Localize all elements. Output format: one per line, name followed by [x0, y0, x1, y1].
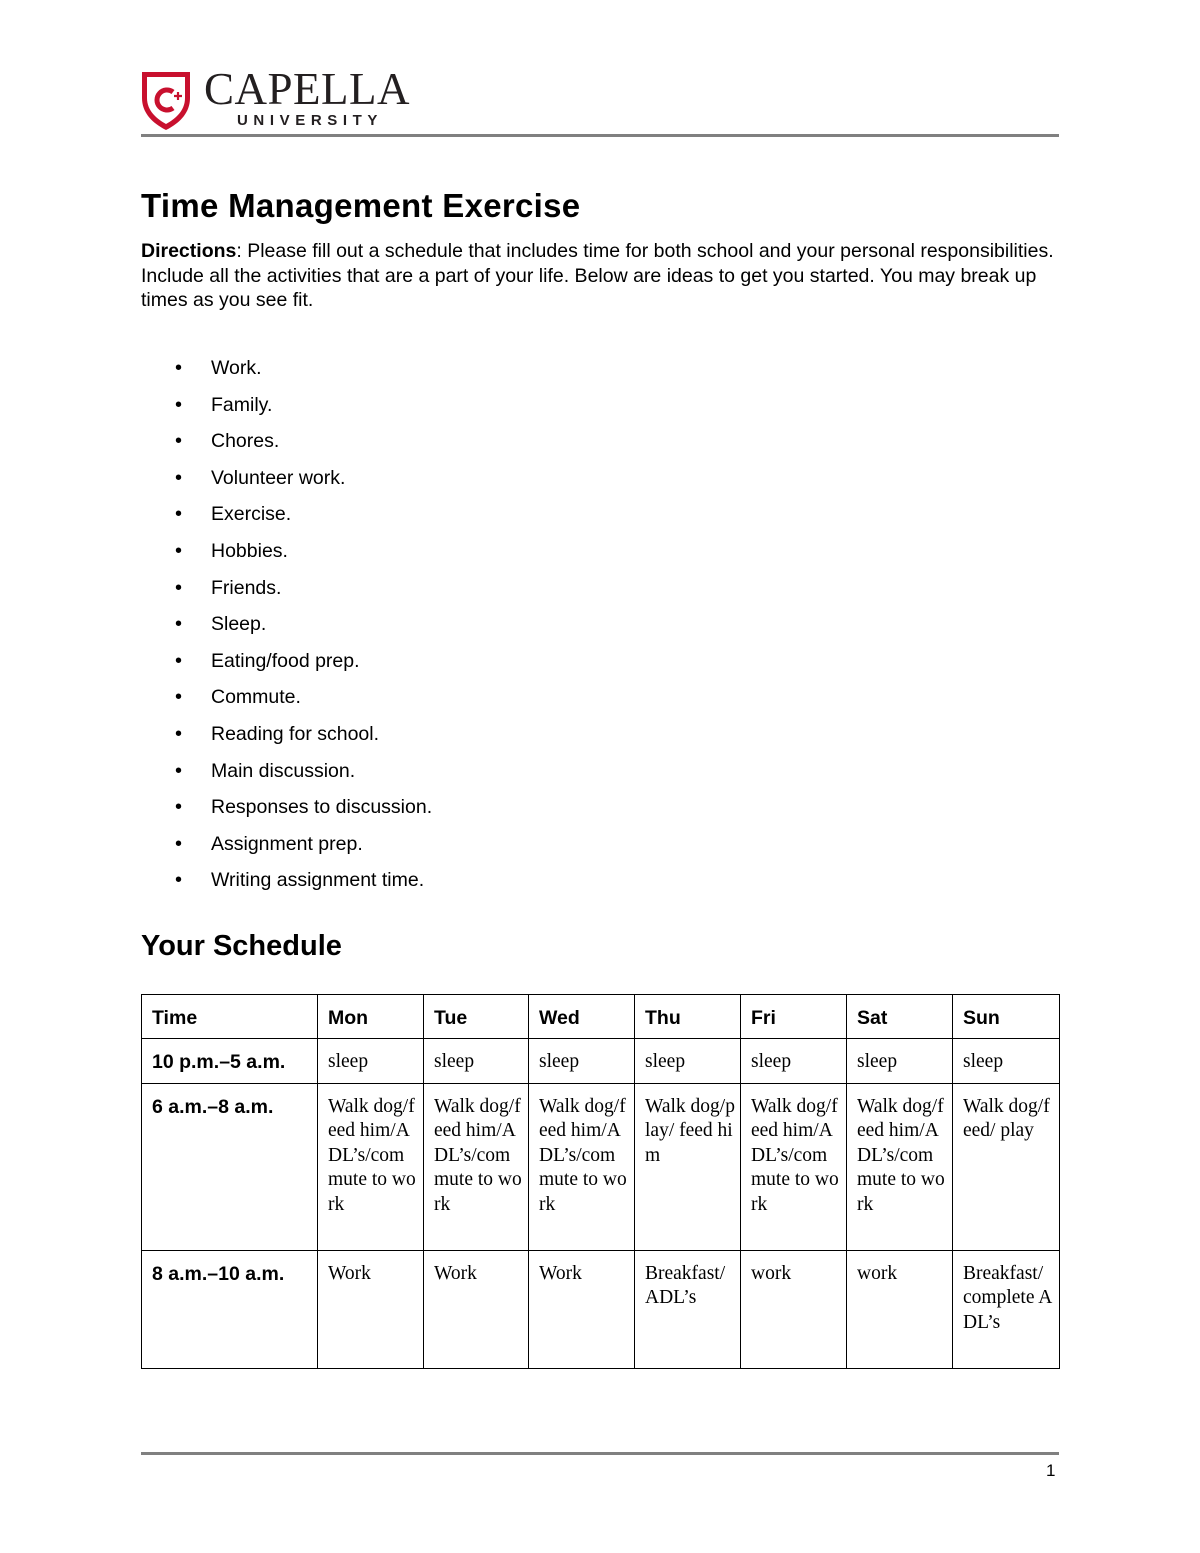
list-item-label: Work.	[211, 357, 262, 379]
table-cell: sleep	[741, 1039, 847, 1084]
bullet-icon: •	[175, 869, 183, 892]
list-item-label: Sleep.	[211, 613, 267, 636]
time-slot-cell: 8 a.m.–10 a.m.	[142, 1250, 318, 1368]
list-item-label: Assignment prep.	[211, 832, 363, 855]
list-item-label: Eating/food prep.	[211, 649, 360, 672]
bullet-icon: •	[175, 686, 183, 709]
table-cell: Work	[424, 1250, 529, 1368]
bullet-icon: •	[175, 759, 183, 782]
page-title: Time Management Exercise	[141, 187, 581, 224]
list-item-label: Reading for school.	[211, 722, 380, 745]
list-item	[141, 683, 432, 720]
table-cell: sleep	[635, 1039, 741, 1084]
page-number: 1	[1046, 1461, 1056, 1480]
column-header-mon: Mon	[318, 995, 424, 1039]
table-cell: Walk dog/feed him/ADL’s/commute to work	[847, 1083, 953, 1250]
table-cell: Work	[529, 1250, 635, 1368]
directions-text: : Please fill out a schedule that includes time for both school and your personal responsibilities. Include all the activities that are a part of your life. Below are ideas to get you started. You may break up times as you see fit.	[141, 240, 1054, 311]
list-item	[141, 793, 432, 830]
bullet-icon: •	[175, 357, 183, 379]
list-item-label: Chores.	[211, 430, 280, 453]
column-header-sat: Sat	[847, 995, 953, 1039]
table-cell: Walk dog/feed him/ADL’s/commute to work	[741, 1083, 847, 1250]
capella-logo	[140, 64, 430, 132]
list-item-label: Friends.	[211, 576, 282, 599]
table-cell: Walk dog/feed him/ADL’s/commute to work	[318, 1083, 424, 1250]
table-cell: Walk dog/feed him/ADL’s/commute to work	[529, 1083, 635, 1250]
capella-shield-icon	[140, 68, 192, 132]
list-item	[141, 866, 432, 903]
header-divider	[141, 134, 1059, 137]
list-item	[141, 427, 432, 464]
column-header-time: Time	[142, 995, 318, 1039]
bullet-icon: •	[175, 576, 183, 599]
list-item-label: Writing assignment time.	[211, 869, 425, 892]
list-item-label: Hobbies.	[211, 539, 288, 562]
table-cell: sleep	[953, 1039, 1060, 1084]
logo-wordmark: CAPELLA	[204, 64, 410, 114]
ideas-list	[141, 354, 432, 903]
bullet-icon: •	[175, 430, 183, 453]
list-item-label: Main discussion.	[211, 759, 356, 782]
list-item-label: Responses to discussion.	[211, 796, 433, 819]
list-item	[141, 720, 432, 757]
table-cell: sleep	[529, 1039, 635, 1084]
bullet-icon: •	[175, 722, 183, 745]
bullet-icon: •	[175, 539, 183, 562]
bullet-icon: •	[175, 613, 183, 636]
time-slot-cell: 6 a.m.–8 a.m.	[142, 1083, 318, 1250]
table-cell: work	[741, 1250, 847, 1368]
table-cell: Walk dog/play/ feed him	[635, 1083, 741, 1250]
list-item	[141, 757, 432, 794]
list-item	[141, 574, 432, 611]
list-item	[141, 610, 432, 647]
logo-subtitle: UNIVERSITY	[237, 112, 384, 129]
table-cell: sleep	[847, 1039, 953, 1084]
directions-label: Directions	[141, 240, 237, 262]
time-slot-cell: 10 p.m.–5 a.m.	[142, 1039, 318, 1084]
bullet-icon: •	[175, 832, 183, 855]
list-item	[141, 391, 432, 428]
column-header-sun: Sun	[953, 995, 1060, 1039]
list-item	[141, 647, 432, 684]
column-header-fri: Fri	[741, 995, 847, 1039]
table-cell: sleep	[318, 1039, 424, 1084]
bullet-icon: •	[175, 466, 183, 489]
bullet-icon: •	[175, 649, 183, 672]
list-item-label: Commute.	[211, 686, 301, 709]
table-cell: Walk dog/feed/ play	[953, 1083, 1060, 1250]
list-item-label: Volunteer work.	[211, 466, 346, 489]
list-item	[141, 500, 432, 537]
bullet-icon: •	[175, 393, 183, 416]
list-item	[141, 354, 432, 391]
table-row	[142, 1039, 1060, 1084]
bullet-icon: •	[175, 503, 183, 526]
schedule-heading: Your Schedule	[141, 930, 342, 962]
list-item-label: Exercise.	[211, 503, 292, 526]
table-cell: work	[847, 1250, 953, 1368]
table-header-row	[142, 995, 1060, 1039]
table-cell: Breakfast/ADL’s	[635, 1250, 741, 1368]
list-item	[141, 537, 432, 574]
footer-divider	[141, 1452, 1059, 1455]
table-cell: Breakfast/ complete ADL’s	[953, 1250, 1060, 1368]
table-row	[142, 1250, 1060, 1368]
column-header-thu: Thu	[635, 995, 741, 1039]
list-item	[141, 830, 432, 867]
table-cell: Work	[318, 1250, 424, 1368]
column-header-wed: Wed	[529, 995, 635, 1039]
list-item	[141, 464, 432, 501]
column-header-tue: Tue	[424, 995, 529, 1039]
list-item-label: Family.	[211, 393, 273, 416]
table-cell: sleep	[424, 1039, 529, 1084]
table-cell: Walk dog/feed him/ADL’s/commute to work	[424, 1083, 529, 1250]
directions-paragraph	[141, 239, 1056, 313]
schedule-table	[141, 994, 1060, 1369]
bullet-icon: •	[175, 796, 183, 819]
table-row	[142, 1083, 1060, 1250]
